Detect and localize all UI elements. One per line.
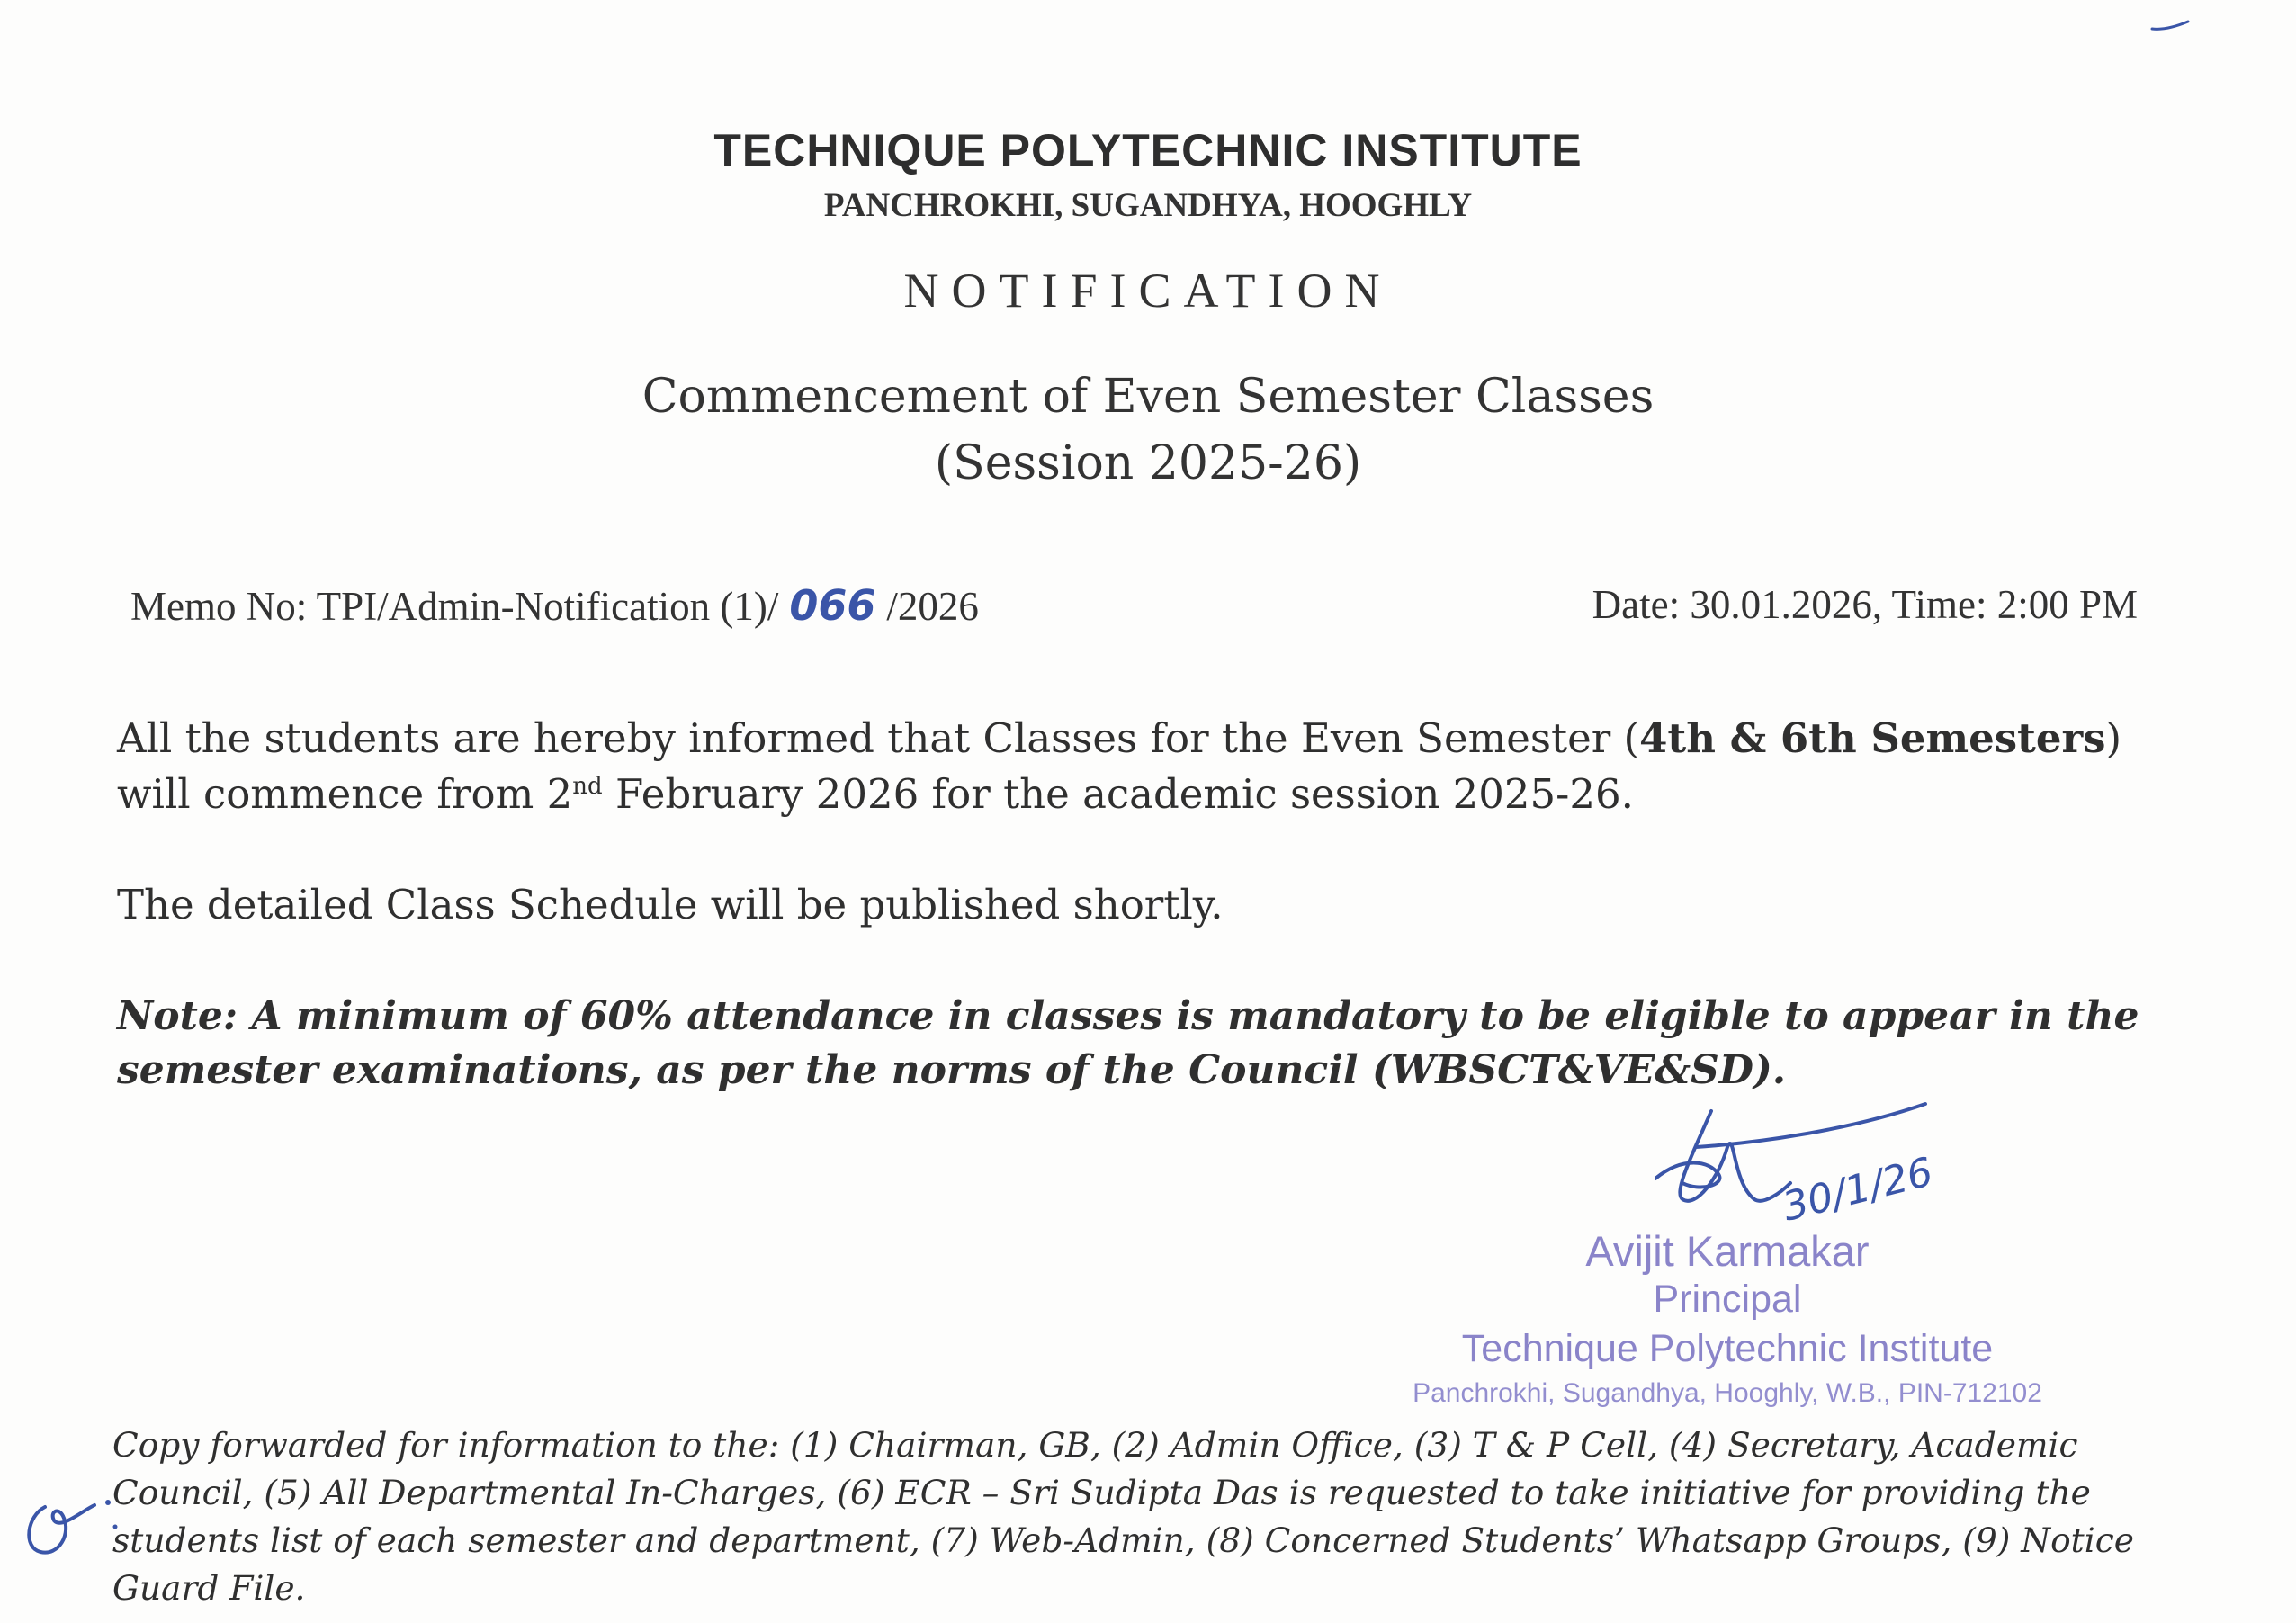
stamp-title: Principal bbox=[1653, 1278, 1802, 1321]
stamp-name: Avijit Karmakar bbox=[1585, 1227, 1870, 1275]
attendance-note: Note: A minimum of 60% attendance in classes is mandatory to be eligible to appear in the semester examinations, as per the norms of the Council (WBSCT&VE&SD). bbox=[117, 993, 2139, 1093]
stamp-address: Panchrokhi, Sugandhya, Hooghly, W.B., PIN-712102 bbox=[1413, 1378, 2042, 1408]
ordinal-suffix: nd bbox=[572, 773, 603, 800]
institute-name: TECHNIQUE POLYTECHNIC INSTITUTE bbox=[713, 125, 1583, 175]
date-time: Date: 30.01.2026, Time: 2:00 PM bbox=[1592, 582, 2138, 627]
paragraph-commencement bbox=[117, 711, 2168, 822]
subject-line-2: (Session 2025-26) bbox=[934, 436, 1362, 490]
stamp-institute: Technique Polytechnic Institute bbox=[1461, 1327, 1994, 1370]
paragraph-schedule: The detailed Class Schedule will be published shortly. bbox=[117, 881, 1224, 928]
copy-forwarded: Copy forwarded for information to the: (1) Chairman, GB, (2) Admin Office, (3) T & P Cell, (4) Secretary, Academic Council, (5) All Departmental In-Charges, (6) ECR – Sri Sudipta Das is requested to take initiative for providing the students list of each semester and department, (7) Web-Admin, (8) Concerned Students’ Whatsapp Groups, (9) Notice Guard File. bbox=[112, 1425, 2134, 1608]
handwritten-memo-number: 066 bbox=[789, 581, 876, 630]
semesters-bold: 4th & 6th Semesters bbox=[1639, 714, 2106, 762]
handwritten-date: 30/1/26 bbox=[1778, 1149, 1938, 1231]
memo-prefix: Memo No: TPI/Admin-Notification (1)/ bbox=[130, 584, 779, 629]
memo-number bbox=[130, 581, 979, 630]
subject-line-1: Commencement of Even Semester Classes bbox=[641, 370, 1655, 424]
memo-suffix: /2026 bbox=[886, 584, 979, 629]
institute-address: PANCHROKHI, SUGANDHYA, HOOGHLY bbox=[823, 187, 1473, 224]
notification-subject bbox=[0, 363, 2296, 497]
notification-heading: NOTIFICATION bbox=[903, 264, 1393, 318]
signature-icon bbox=[1655, 1093, 1952, 1246]
para1-start: All the students are hereby informed that Classes for the Even Semester ( bbox=[117, 714, 1640, 762]
para1-end: February 2026 for the academic session 2025-26. bbox=[602, 770, 1634, 818]
pen-mark-icon bbox=[2148, 16, 2193, 34]
para1-mid: ) will commence from 2 bbox=[117, 714, 2122, 818]
initials-icon bbox=[18, 1480, 126, 1570]
